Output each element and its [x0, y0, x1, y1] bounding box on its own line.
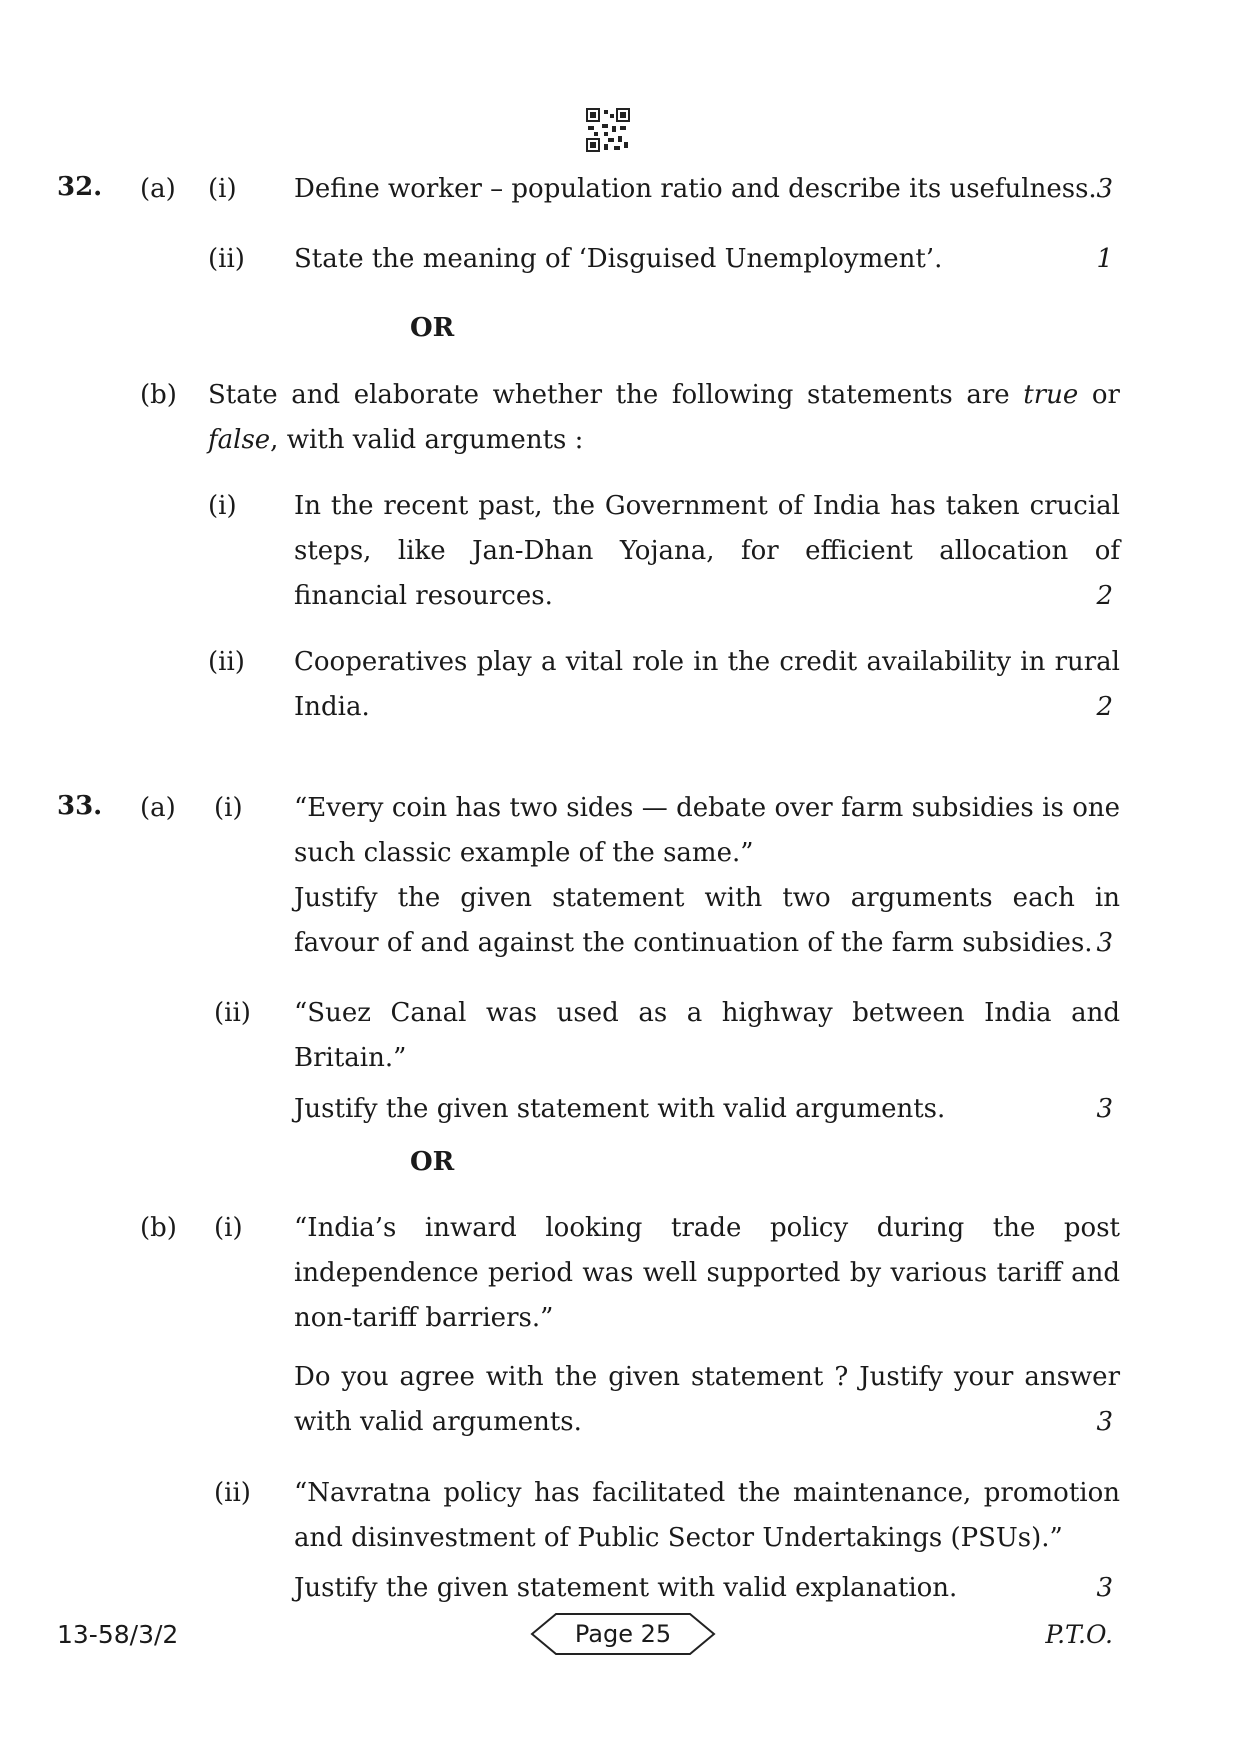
q33-or-divider: OR — [410, 1147, 455, 1177]
question-number-33: 33. — [57, 791, 103, 821]
q32-a-ii-marks: 1 — [1096, 244, 1113, 274]
q32-a-i-label: (i) — [208, 174, 237, 204]
paper-code: 13-58/3/2 — [57, 1620, 179, 1649]
q33-part-a-label: (a) — [140, 793, 176, 823]
q32-b-i-line3: financial resources. — [294, 581, 553, 611]
q33-part-b-label: (b) — [140, 1213, 177, 1243]
q33-a-i-line2: such classic example of the same.” — [294, 838, 754, 868]
q33-b-ii-label: (ii) — [214, 1478, 251, 1508]
q33-a-i-marks: 3 — [1096, 928, 1113, 958]
page-number-badge — [530, 1612, 716, 1656]
q33-a-ii-line2: Britain.” — [294, 1043, 407, 1073]
q33-b-i-line5: with valid arguments. — [294, 1407, 582, 1437]
q32-b-i-line1: In the recent past, the Government of India has taken crucial — [294, 491, 1120, 521]
q33-a-ii-marks: 3 — [1096, 1094, 1113, 1124]
q33-a-i-label: (i) — [214, 793, 243, 823]
q32-part-b-label: (b) — [140, 380, 177, 410]
q33-b-i-line4: Do you agree with the given statement ? Justify your answer — [294, 1362, 1120, 1392]
q33-b-i-label: (i) — [214, 1213, 243, 1243]
q32-b-ii-marks: 2 — [1096, 692, 1113, 722]
q32-b-ii-line1: Cooperatives play a vital role in the credit availability in rural — [294, 647, 1120, 677]
question-number-32: 32. — [57, 172, 103, 202]
q33-b-i-line1: “India’s inward looking trade policy during the post — [294, 1213, 1120, 1243]
q33-b-i-marks: 3 — [1096, 1407, 1113, 1437]
q32-b-ii-line2: India. — [294, 692, 370, 722]
q32-a-ii-text: State the meaning of ‘Disguised Unemployment’. — [294, 244, 943, 274]
please-turn-over: P.T.O. — [1045, 1620, 1113, 1649]
q32-a-i-marks: 3 — [1096, 174, 1113, 204]
q33-a-i-line4: favour of and against the continuation of the farm subsidies. — [294, 928, 1093, 958]
q33-b-ii-marks: 3 — [1096, 1573, 1113, 1603]
q33-b-i-line2: independence period was well supported by various tariff and — [294, 1258, 1120, 1288]
q32-a-i-text: Define worker – population ratio and describe its usefulness. — [294, 174, 1097, 204]
q33-b-ii-line3: Justify the given statement with valid explanation. — [294, 1573, 958, 1603]
q33-a-ii-label: (ii) — [214, 998, 251, 1028]
q32-b-i-label: (i) — [208, 491, 237, 521]
q33-a-i-line3: Justify the given statement with two arguments each in — [294, 883, 1120, 913]
q32-b-intro-line2: false, with valid arguments : — [208, 425, 584, 455]
q32-b-i-marks: 2 — [1096, 581, 1113, 611]
q32-a-ii-label: (ii) — [208, 244, 245, 274]
q33-b-ii-line2: and disinvestment of Public Sector Undertakings (PSUs).” — [294, 1523, 1063, 1553]
qr-code-icon — [586, 108, 630, 152]
q32-b-i-line2: steps, like Jan-Dhan Yojana, for efficient allocation of — [294, 536, 1120, 566]
q33-a-ii-line1: “Suez Canal was used as a highway between India and — [294, 998, 1120, 1028]
q33-a-i-line1: “Every coin has two sides — debate over farm subsidies is one — [294, 793, 1120, 823]
q33-a-ii-line3: Justify the given statement with valid arguments. — [294, 1094, 946, 1124]
q32-or-divider: OR — [410, 313, 455, 343]
q33-b-i-line3: non-tariff barriers.” — [294, 1303, 554, 1333]
q32-b-ii-label: (ii) — [208, 647, 245, 677]
page-number: Page 25 — [574, 1620, 672, 1648]
q32-b-intro-line1: State and elaborate whether the following statements are true or — [208, 380, 1120, 410]
q33-b-ii-line1: “Navratna policy has facilitated the maintenance, promotion — [294, 1478, 1120, 1508]
q32-part-a-label: (a) — [140, 174, 176, 204]
